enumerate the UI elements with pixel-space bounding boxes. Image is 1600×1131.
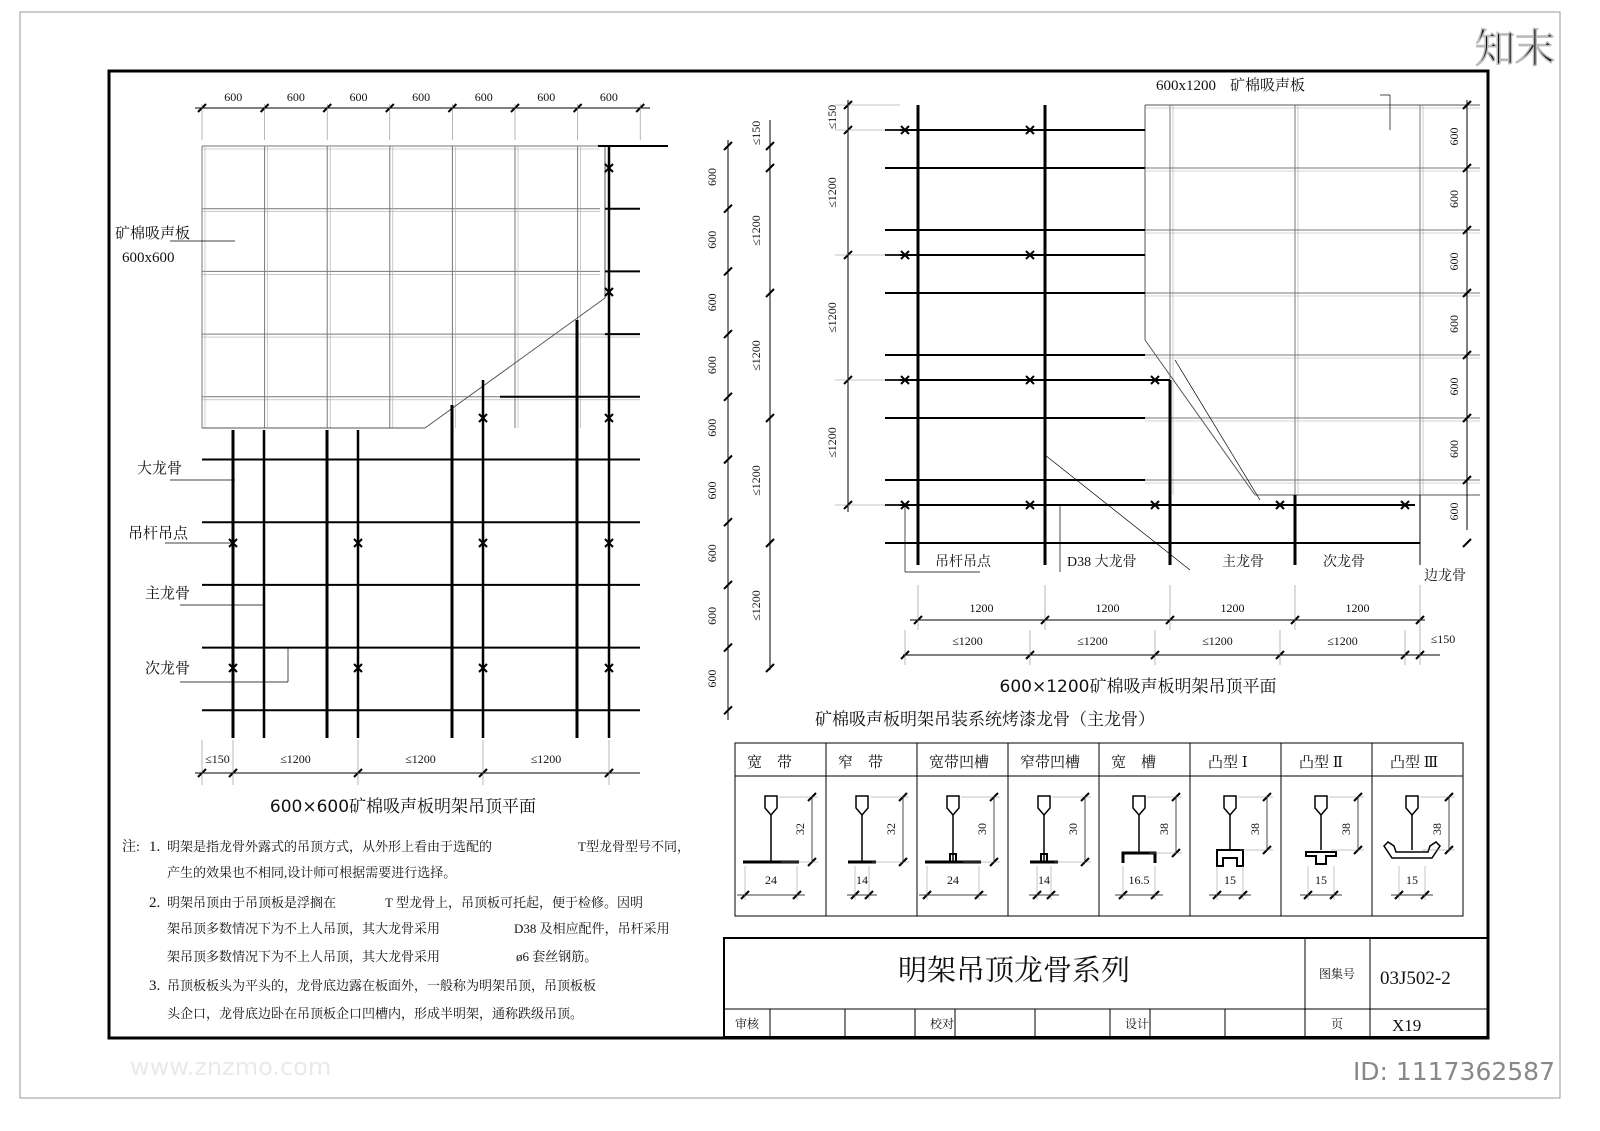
profiles-title: 矿棉吸声板明架吊装系统烤漆龙骨（主龙骨） <box>815 710 1155 730</box>
review-label: 审核 <box>735 1017 760 1031</box>
bottom-dim-label: ≤1200 <box>1077 634 1108 648</box>
profile-name: 窄 带 <box>838 755 884 771</box>
profile-width: 14 <box>856 873 868 887</box>
right-dim-label: 600 <box>1447 315 1461 333</box>
profile-bulb <box>1406 796 1418 815</box>
panel-dim-label: 600 <box>705 356 719 375</box>
bottom-dim-label: ≤150 <box>205 752 230 766</box>
logo-watermark: 知末 <box>1475 26 1555 72</box>
right-plan-title: 600×1200矿棉吸声板明架吊顶平面 <box>999 677 1277 697</box>
page-label: 页 <box>1330 1017 1344 1031</box>
bottom-dim-label: ≤1200 <box>280 752 311 766</box>
watermark-text: www.znzmo.com <box>130 1053 332 1081</box>
panel-dim-label: 600 <box>705 293 719 312</box>
profile-height: 30 <box>975 823 989 835</box>
panel-dim-label: 600 <box>705 481 719 500</box>
check-label: 校对 <box>930 1017 955 1031</box>
label-cross-tee: 次龙骨 <box>145 661 191 677</box>
watermark-layer <box>130 1053 331 1081</box>
title-block <box>724 938 1488 1037</box>
leader <box>1045 455 1190 570</box>
right-dim-label: 600 <box>1447 127 1461 146</box>
panel-dim-label: 600 <box>705 544 719 563</box>
note-text: D38 及相应配件，吊杆采用 <box>514 921 670 936</box>
note-number: 3. <box>149 978 161 994</box>
right-dim-label: 600 <box>1447 440 1461 458</box>
hanger-dim-label: ≤1200 <box>749 590 763 621</box>
r-label-hanger: 吊杆吊点 <box>935 555 991 570</box>
profile-height: 32 <box>884 823 898 835</box>
profile-name: 凸型 Ⅱ <box>1299 755 1343 771</box>
panel-dim-label: 600 <box>705 606 719 625</box>
profile-width: 15 <box>1315 873 1327 887</box>
note-text: 产生的效果也不相同,设计师可根据需要进行选择。 <box>167 865 457 880</box>
left-dim-label: ≤1200 <box>825 302 839 333</box>
bottom-dim-label: 1200 <box>1345 601 1370 615</box>
sheet-title: 明架吊顶龙骨系列 <box>897 953 1131 987</box>
left-dim-label: ≤1200 <box>825 177 839 208</box>
note-text: T型龙骨型号不同， <box>578 839 690 854</box>
profile-height: 38 <box>1339 823 1353 835</box>
profile-name: 凸型 Ⅲ <box>1390 755 1439 771</box>
left-top-dims <box>195 90 650 140</box>
r-label-edge: 边龙骨 <box>1424 569 1466 584</box>
profile-width: 24 <box>947 873 959 887</box>
right-bottom-dims <box>901 585 1455 665</box>
hanger-dim-label: ≤1200 <box>749 465 763 496</box>
right-dim-label: 600 <box>1447 377 1461 396</box>
notes-prefix: 注: <box>122 840 140 855</box>
profiles-table <box>735 743 1463 916</box>
left-panel-label: 矿棉吸声板 <box>115 226 191 242</box>
profile-width: 14 <box>1038 873 1050 887</box>
bottom-dim-label: ≤1200 <box>1202 634 1233 648</box>
bottom-dim-label: 1200 <box>1220 601 1245 615</box>
profile-bulb <box>765 796 777 815</box>
image-id: ID: 1117362587 <box>1352 1057 1555 1086</box>
profile-bulb <box>1133 796 1145 815</box>
panel-dim-label: 600 <box>705 669 719 688</box>
profile-channel <box>1123 853 1155 863</box>
profile-bulb <box>856 796 868 815</box>
profile-name: 窄带凹槽 <box>1020 755 1081 771</box>
top-dim-label: 600 <box>412 90 431 104</box>
profile-height: 38 <box>1430 823 1444 835</box>
note-text: 明架吊顶由于吊顶板是浮搁在 <box>167 895 337 910</box>
right-panel-size: 600x1200 <box>1156 78 1216 94</box>
leader <box>1175 360 1260 500</box>
right-panel-label: 矿棉吸声板 <box>1230 78 1306 94</box>
profile-height: 38 <box>1157 823 1171 835</box>
note-text: T 型龙骨上，吊顶板可托起，便于检修。因明 <box>385 895 643 910</box>
profile-width: 15 <box>1406 873 1418 887</box>
note-text: 架吊顶多数情况下为不上人吊顶，其大龙骨采用 <box>167 921 441 936</box>
profile-bulb <box>1224 796 1236 815</box>
label-hanger-point: 吊杆吊点 <box>128 526 189 542</box>
profile-name: 凸型 Ⅰ <box>1208 755 1248 771</box>
profile-name: 宽 槽 <box>1111 755 1157 771</box>
bottom-dim-label: ≤150 <box>1430 632 1456 646</box>
atlas-number: 03J502-2 <box>1380 968 1451 989</box>
profile-bulb <box>947 796 959 815</box>
bottom-dim-label: ≤1200 <box>952 634 983 648</box>
note-text: 明架是指龙骨外露式的吊顶方式，从外形上看由于选配的 <box>167 839 493 854</box>
top-dim-label: 600 <box>224 90 243 104</box>
note-text: 架吊顶多数情况下为不上人吊顶，其大龙骨采用 <box>167 949 441 964</box>
r-label-main-tee: 主龙骨 <box>1222 555 1264 570</box>
profile-width: 24 <box>765 873 777 887</box>
panel-dim-label: 600 <box>705 418 719 437</box>
hanger-dim-label: ≤150 <box>749 120 763 146</box>
r-label-cross-tee: 次龙骨 <box>1323 555 1365 570</box>
profile-flange <box>1217 850 1243 866</box>
left-dim-label: ≤1200 <box>825 427 839 458</box>
note-number: 1. <box>149 839 161 855</box>
panel-dim-label: 600 <box>705 168 719 186</box>
top-dim-label: 600 <box>474 90 493 104</box>
left-dim-label: ≤150 <box>825 104 839 130</box>
note-text: 头企口，龙骨底边卧在吊顶板企口凹槽内，形成半明架，通称跌级吊顶。 <box>167 1006 584 1021</box>
profile-name: 宽带凹槽 <box>929 755 990 771</box>
left-panel-size: 600x600 <box>122 250 175 266</box>
bottom-dim-label: ≤1200 <box>530 752 562 766</box>
left-bottom-dims <box>195 740 640 785</box>
r-label-d38: D38 大龙骨 <box>1067 555 1137 570</box>
top-dim-label: 600 <box>349 90 368 104</box>
label-main-tee: 主龙骨 <box>145 586 191 602</box>
bottom-dim-label: ≤1200 <box>405 752 436 766</box>
profile-width: 16.5 <box>1128 873 1150 887</box>
top-dim-label: 600 <box>537 90 556 104</box>
bottom-dim-label: ≤1200 <box>1327 634 1358 648</box>
notes <box>122 839 690 1022</box>
dim-tick <box>1463 539 1471 547</box>
bottom-dim-label: 1200 <box>1095 601 1120 615</box>
hanger-dim-label: ≤1200 <box>749 340 763 371</box>
middle-dims <box>705 120 774 720</box>
profile-height: 32 <box>793 823 807 835</box>
note-number: 2. <box>149 895 161 911</box>
design-label: 设计 <box>1125 1017 1150 1031</box>
right-dim-label: 600 <box>1447 252 1461 271</box>
profile-bulb <box>1315 796 1327 815</box>
bottom-dim-label: 1200 <box>969 601 994 615</box>
profile-name: 宽 带 <box>747 755 793 771</box>
profile-height: 38 <box>1248 823 1262 835</box>
top-dim-label: 600 <box>599 90 618 104</box>
atlas-label: 图集号 <box>1318 967 1356 981</box>
page-number: X19 <box>1392 1016 1422 1035</box>
linework <box>165 95 1480 738</box>
hanger-dim-label: ≤1200 <box>749 215 763 246</box>
profile-height: 30 <box>1066 823 1080 835</box>
right-dim-label: 600 <box>1447 190 1461 208</box>
profile-width: 15 <box>1224 873 1236 887</box>
right-dim-label: 600 <box>1447 502 1461 521</box>
right-left-dims <box>825 100 900 512</box>
profile-bulb <box>1038 796 1050 815</box>
left-plan-title: 600×600矿棉吸声板明架吊顶平面 <box>269 797 537 817</box>
note-text: ø6 套丝钢筋。 <box>516 949 598 964</box>
top-dim-label: 600 <box>286 90 305 104</box>
profile-flange <box>1306 852 1336 864</box>
note-text: 吊顶板板头为平头的，龙骨底边露在板面外，一般称为明架吊顶，吊顶板板 <box>167 978 597 993</box>
label-main-carrier: 大龙骨 <box>137 461 183 477</box>
panel-dim-label: 600 <box>705 230 719 249</box>
